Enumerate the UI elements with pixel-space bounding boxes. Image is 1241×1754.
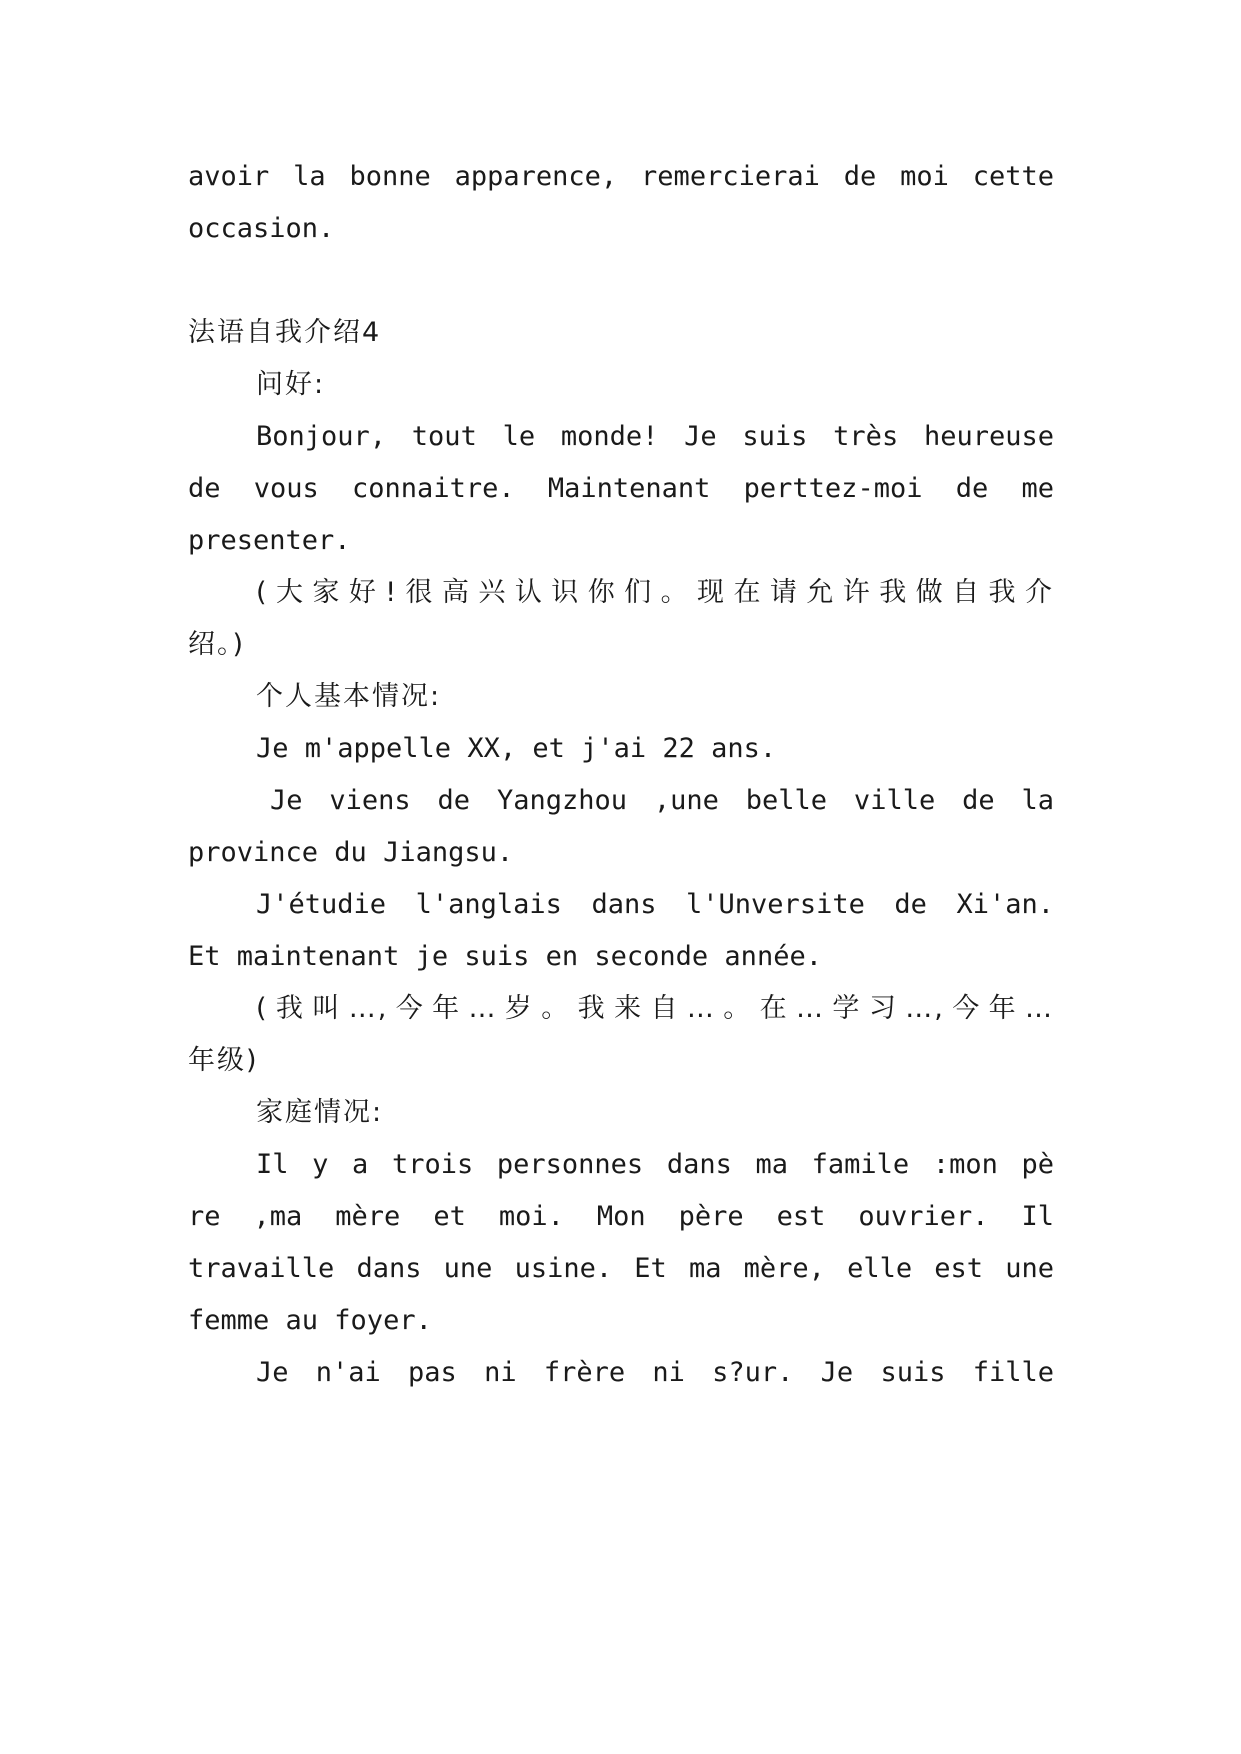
basic-info-label: 个人基本情况:: [256, 681, 442, 712]
paragraph-line: Il y a trois personnes dans ma famile :mon pè: [256, 1149, 1054, 1180]
paragraph-line: avoir la bonne apparence, remercierai de moi cette: [188, 161, 1054, 192]
translation-line: (我叫…,今年…岁。我来自…。在…学习…,今年…: [256, 993, 1054, 1024]
paragraph-line: Je viens de Yangzhou ,une belle ville de la: [270, 785, 1054, 816]
translation-line: 绍。): [188, 629, 246, 660]
paragraph-line: femme au foyer.: [188, 1305, 432, 1336]
paragraph-line: travaille dans une usine. Et ma mère, elle est une: [188, 1253, 1054, 1284]
paragraph-line: presenter.: [188, 525, 351, 556]
paragraph-line: re ,ma mère et moi. Mon père est ouvrier. Il: [188, 1201, 1054, 1232]
family-label: 家庭情况:: [256, 1097, 384, 1128]
paragraph-line: occasion.: [188, 213, 335, 244]
translation-line: (大家好!很高兴认识你们。现在请允许我做自我介: [256, 577, 1054, 608]
paragraph-line: Je n'ai pas ni frère ni s?ur. Je suis fille: [256, 1357, 1054, 1388]
paragraph-line: province du Jiangsu.: [188, 837, 514, 868]
greeting-label: 问好:: [256, 369, 326, 400]
paragraph-line: Je m'appelle XX, et j'ai 22 ans.: [256, 733, 777, 764]
paragraph-line: Bonjour, tout le monde! Je suis très heureuse: [256, 421, 1054, 452]
paragraph-line: Et maintenant je suis en seconde année.: [188, 941, 822, 972]
section-heading: 法语自我介绍4: [188, 317, 382, 348]
translation-line: 年级): [188, 1045, 259, 1076]
paragraph-line: J'étudie l'anglais dans l'Unversite de Xi'an.: [256, 889, 1054, 920]
paragraph-line: de vous connaitre. Maintenant perttez-moi de me: [188, 473, 1054, 504]
